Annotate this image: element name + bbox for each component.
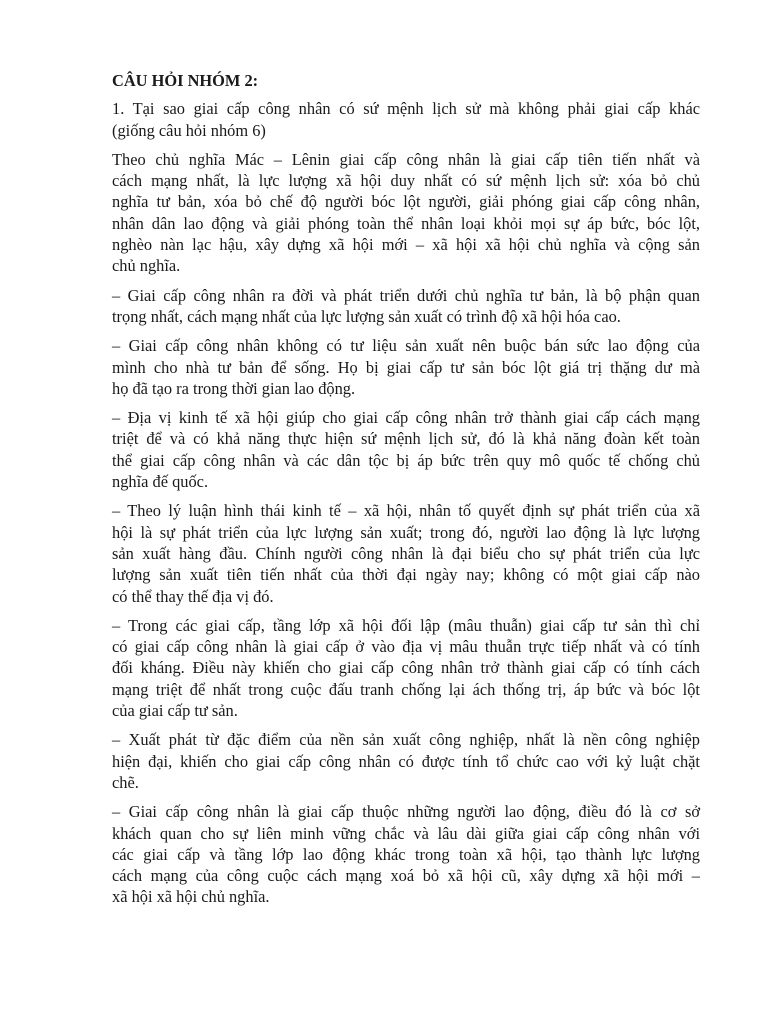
- text-line: nhân dân lao động và giải phóng toàn thể nhân loại khỏi mọi sự áp bức, bóc lột,: [112, 213, 700, 233]
- paragraph: [112, 335, 700, 399]
- document-page: [112, 70, 700, 916]
- paragraph: [112, 500, 700, 606]
- text-line: cách mạng nhất, là lực lượng xã hội duy nhất có sứ mệnh lịch sử: xóa bỏ chủ: [112, 171, 700, 191]
- text-line: trọng nhất, cách mạng nhất của lực lượng sản xuất có trình độ xã hội hóa cao.: [112, 306, 621, 326]
- text-line: nghĩa đế quốc.: [112, 472, 209, 492]
- text-line: thể giai cấp công nhân và các dân tộc bị áp bức trên quy mô quốc tế chống chủ: [112, 450, 700, 470]
- paragraph: [112, 98, 700, 141]
- text-line: – Giai cấp công nhân không có tư liệu sản xuất nên buộc bán sức lao động của: [112, 336, 700, 356]
- text-line: nghèo nàn lạc hậu, xây dựng xã hội mới – xã hội xã hội chủ nghĩa và cộng sản: [112, 235, 700, 255]
- text-line: hội là sự phát triển của lực lượng sản xuất; trong đó, người lao động là lực lượng: [112, 522, 700, 542]
- text-line: – Địa vị kinh tế xã hội giúp cho giai cấp công nhân trở thành giai cấp cách mạng: [112, 408, 700, 428]
- text-line: mình cho nhà tư bản để sống. Họ bị giai cấp tư sản bóc lột giá trị thặng dư mà: [112, 357, 700, 377]
- text-line: – Giai cấp công nhân ra đời và phát triển dưới chủ nghĩa tư bản, là bộ phận quan: [112, 285, 700, 305]
- text-line: hiện đại, khiến cho giai cấp công nhân có được tính tổ chức cao với kỷ luật chặt: [112, 751, 700, 771]
- paragraph: [112, 285, 700, 328]
- text-line: có thể thay thế địa vị đó.: [112, 586, 274, 606]
- text-line: khách quan cho sự liên minh vững chắc và lâu dài giữa giai cấp công nhân với: [112, 823, 700, 843]
- paragraph: [112, 615, 700, 721]
- text-line: – Trong các giai cấp, tầng lớp xã hội đối lập (mâu thuẫn) giai cấp tư sản thì chỉ: [112, 615, 700, 635]
- document-body: [112, 98, 700, 907]
- text-line: lượng sản xuất tiên tiến nhất của thời đại ngày nay; không có một giai cấp nào: [112, 565, 700, 585]
- text-line: nghĩa tư bản, xóa bỏ chế độ người bóc lột người, giải phóng giai cấp công nhân,: [112, 192, 700, 212]
- paragraph: [112, 407, 700, 492]
- text-line: các giai cấp và tầng lớp lao động khác trong toàn xã hội, tạo thành lực lượng: [112, 844, 700, 864]
- document-heading: CÂU HỎI NHÓM 2:: [112, 71, 259, 90]
- paragraph: [112, 801, 700, 907]
- text-line: xã hội xã hội chủ nghĩa.: [112, 887, 270, 907]
- text-line: triệt để và có khả năng thực hiện sứ mệnh lịch sử, đó là khả năng đoàn kết toàn: [112, 429, 700, 449]
- text-line: – Giai cấp công nhân là giai cấp thuộc những người lao động, điều đó là cơ sở: [112, 802, 700, 822]
- text-line: 1. Tại sao giai cấp công nhân có sứ mệnh lịch sử mà không phải giai cấp khác: [112, 99, 700, 119]
- text-line: – Xuất phát từ đặc điểm của nền sản xuất công nghiệp, nhất là nền công nghiệp: [112, 730, 700, 750]
- text-line: mạng triệt để nhất trong cuộc đấu tranh chống lại ách thống trị, áp bức và bóc lột: [112, 679, 700, 699]
- paragraph: [112, 149, 700, 277]
- text-line: cách mạng của công cuộc cách mạng xoá bỏ xã hội cũ, xây dựng xã hội mới –: [112, 866, 700, 886]
- text-line: có giai cấp công nhân là giai cấp ở vào địa vị mâu thuẫn trực tiếp nhất và có tính: [112, 637, 700, 657]
- text-line: (giống câu hỏi nhóm 6): [112, 120, 266, 140]
- paragraph: [112, 729, 700, 793]
- text-line: chẽ.: [112, 772, 139, 792]
- text-line: Theo chủ nghĩa Mác – Lênin giai cấp công nhân là giai cấp tiên tiến nhất và: [112, 149, 700, 169]
- text-line: đối kháng. Điều này khiến cho giai cấp công nhân trở thành giai cấp có tính cách: [112, 658, 700, 678]
- text-line: – Theo lý luận hình thái kinh tế – xã hội, nhân tố quyết định sự phát triển của xã: [112, 501, 700, 521]
- text-line: họ đã tạo ra trong thời gian lao động.: [112, 378, 356, 398]
- text-line: chủ nghĩa.: [112, 256, 181, 276]
- text-line: của giai cấp tư sản.: [112, 701, 238, 721]
- text-line: sản xuất hàng đầu. Chính người công nhân là đại biểu cho sự phát triển của lực: [112, 543, 700, 563]
